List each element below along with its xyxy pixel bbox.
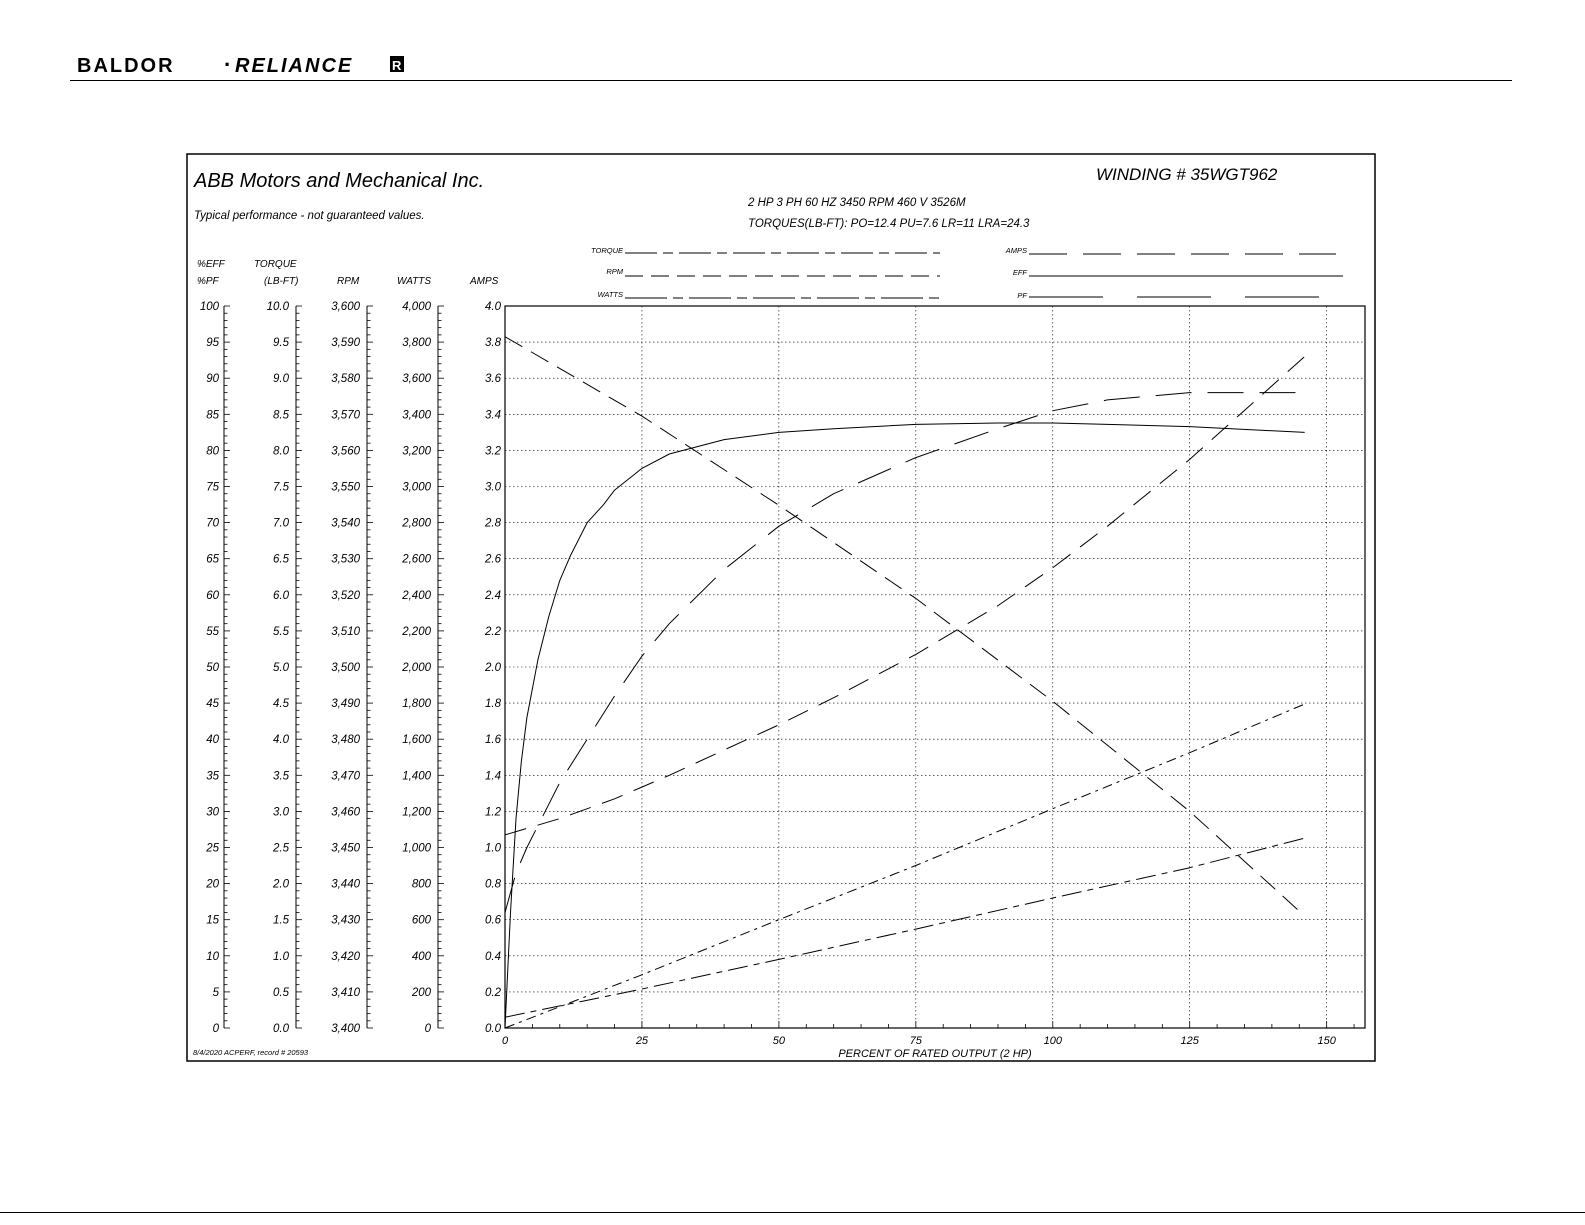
axis-tick-label: 1.6	[485, 734, 501, 747]
axis-tick-label: 2.5	[273, 842, 289, 855]
axis-tick-label: 40	[206, 734, 219, 747]
disclaimer-text: Typical performance - not guaranteed values.	[194, 210, 425, 222]
axis-tick-label: 1.4	[485, 770, 501, 783]
legend	[591, 246, 1343, 300]
axis-tick-label: 3,510	[331, 625, 360, 638]
axis-tick-label: 5	[212, 986, 219, 999]
axis-tick-label: 5.5	[273, 625, 289, 638]
axis-tick-label: 35	[206, 770, 219, 783]
axis-tick-label: 8.5	[273, 409, 289, 422]
axis-tick-label: 200	[411, 986, 431, 999]
axis-tick-label: 1.5	[273, 914, 289, 927]
axis-titles	[197, 259, 499, 287]
x-tick-label: 125	[1180, 1035, 1199, 1047]
axis-tick-label: 3.0	[273, 806, 289, 819]
axis-tick-label: 3,800	[402, 337, 431, 350]
axis-tick-label: 1,800	[402, 698, 431, 711]
axis-tick-label: 3,430	[331, 914, 360, 927]
axis-tick-label: 3,480	[331, 734, 360, 747]
axis-tick-label: 2.2	[485, 625, 501, 638]
axis-tick-label: 80	[206, 445, 219, 458]
series-line-watts	[505, 704, 1305, 1028]
axis-title: %EFF	[197, 259, 225, 270]
axis-tick-label: 4.5	[273, 698, 289, 711]
legend-eff-label: EFF	[1012, 268, 1027, 277]
left-axes	[200, 301, 502, 1035]
legend-rpm-label: RPM	[606, 267, 623, 276]
axis-tick-label: 0.0	[273, 1023, 289, 1035]
axis-tick-label: 1.0	[273, 950, 289, 963]
axis-tick-label: 0.0	[485, 1023, 501, 1035]
axis-tick-label: 3,440	[331, 878, 360, 891]
axis-tick-label: 2.8	[485, 517, 501, 530]
axis-tick-label: 15	[206, 914, 219, 927]
brand-logo-baldor: BALDOR	[77, 55, 175, 77]
axis-title: WATTS	[397, 276, 432, 287]
axis-tick-label: 2.6	[485, 553, 501, 566]
series-line-pf	[505, 393, 1305, 913]
axis-tick-label: 4,000	[402, 301, 431, 313]
axis-tick-label: 3,570	[331, 409, 360, 422]
axis-tick-label: 0.8	[485, 878, 501, 891]
axis-tick-label: 10	[206, 950, 219, 963]
axis-tick-label: 3,450	[331, 842, 360, 855]
axis-tick-label: 1,600	[402, 734, 431, 747]
axis-tick-label: 3,520	[331, 589, 360, 602]
axis-tick-label: 0.5	[273, 986, 289, 999]
axis-title: %PF	[197, 276, 219, 287]
axis-tick-label: 1.8	[485, 698, 501, 711]
axis-tick-label: 70	[206, 517, 219, 530]
series-line-eff	[505, 423, 1305, 1028]
axis-tick-label: 2,600	[402, 553, 431, 566]
axis-tick-label: 2.4	[485, 589, 501, 602]
axis-tick-label: 25	[206, 842, 219, 855]
axis-tick-label: 65	[206, 553, 219, 566]
axis-tick-label: 3.5	[273, 770, 289, 783]
axis-tick-label: 100	[199, 301, 219, 313]
axis-tick-label: 3,400	[402, 409, 431, 422]
series-line-rpm	[505, 337, 1305, 916]
axis-tick-label: 3,420	[331, 950, 360, 963]
axis-tick-label: 800	[411, 878, 431, 891]
axis-tick-label: 2,200	[402, 625, 431, 638]
axis-tick-label: 90	[206, 373, 219, 386]
axis-tick-label: 10.0	[266, 301, 289, 313]
axis-tick-label: 3,200	[402, 445, 431, 458]
x-tick-label: 150	[1317, 1035, 1336, 1047]
x-tick-label: 100	[1043, 1035, 1062, 1047]
axis-tick-label: 1,200	[402, 806, 431, 819]
axis-tick-label: 50	[206, 662, 219, 674]
axis-tick-label: 2,400	[402, 589, 431, 602]
x-tick-label: 50	[772, 1035, 786, 1047]
axis-tick-label: 3,590	[331, 337, 360, 350]
axis-tick-label: 3,500	[331, 662, 360, 674]
axis-tick-label: 95	[206, 337, 219, 350]
axis-tick-label: 3,410	[331, 986, 360, 999]
axis-tick-label: 0.4	[485, 950, 501, 963]
legend-torque-label: TORQUE	[591, 246, 623, 255]
axis-tick-label: 3,490	[331, 698, 360, 711]
axis-tick-label: 400	[411, 950, 431, 963]
axis-tick-label: 3.8	[485, 337, 501, 350]
record-footer: 8/4/2020 ACPERF, record # 20593	[193, 1048, 309, 1057]
axis-tick-label: 1.0	[485, 842, 501, 855]
axis-tick-label: 600	[411, 914, 431, 927]
axis-title: (LB-FT)	[264, 276, 299, 287]
x-axis-title: PERCENT OF RATED OUTPUT (2 HP)	[838, 1048, 1032, 1060]
x-tick-label: 0	[501, 1035, 509, 1047]
axis-tick-label: 20	[206, 878, 219, 891]
x-tick-label: 25	[635, 1035, 649, 1047]
axis-title: TORQUE	[254, 259, 297, 270]
brand-logo-dot: ·	[224, 52, 232, 77]
axis-tick-label: 3,460	[331, 806, 360, 819]
axis-tick-label: 3,550	[331, 481, 360, 494]
x-tick-label: 75	[909, 1035, 922, 1047]
axis-tick-label: 6.0	[273, 589, 289, 602]
axis-tick-label: 2,800	[402, 517, 431, 530]
axis-tick-label: 55	[206, 625, 219, 638]
series-line-amps	[505, 357, 1305, 835]
company-name: ABB Motors and Mechanical Inc.	[194, 170, 485, 192]
axis-tick-label: 30	[206, 806, 219, 819]
axis-tick-label: 3.2	[485, 445, 501, 458]
axis-tick-label: 8.0	[273, 445, 289, 458]
axis-tick-label: 1.2	[485, 806, 501, 819]
spec-line-2: TORQUES(LB-FT): PO=12.4 PU=7.6 LR=11 LRA=24.3	[748, 218, 1030, 230]
axis-tick-label: 0.6	[485, 914, 501, 927]
axis-tick-label: 3.6	[485, 373, 501, 386]
axis-tick-label: 1,400	[402, 770, 431, 783]
brand-logo-reliance: RELIANCE	[235, 55, 354, 77]
axis-tick-label: 5.0	[273, 662, 289, 674]
axis-title: AMPS	[470, 276, 499, 287]
axis-tick-label: 6.5	[273, 553, 289, 566]
axis-tick-label: 3.0	[485, 481, 501, 494]
axis-tick-label: 3,600	[331, 301, 360, 313]
chart-frame	[187, 154, 1375, 1061]
brand-logo-mark: R	[392, 58, 402, 73]
series-line-torque	[505, 838, 1305, 1017]
axis-tick-label: 9.0	[273, 373, 289, 386]
axis-tick-label: 85	[206, 409, 219, 422]
legend-pf-label: PF	[1017, 291, 1027, 300]
axis-tick-label: 4.0	[485, 301, 501, 313]
axis-tick-label: 3,580	[331, 373, 360, 386]
axis-tick-label: 3,000	[402, 481, 431, 494]
axis-tick-label: 60	[206, 589, 219, 602]
axis-tick-label: 2,000	[402, 662, 431, 674]
axis-tick-label: 3,530	[331, 553, 360, 566]
legend-watts-label: WATTS	[597, 290, 623, 299]
axis-tick-label: 3.4	[485, 409, 501, 422]
x-axis	[502, 1021, 1354, 1047]
axis-tick-label: 0	[212, 1023, 219, 1035]
axis-tick-label: 2.0	[273, 878, 289, 891]
axis-tick-label: 2.0	[485, 662, 501, 674]
axis-tick-label: 7.5	[273, 481, 289, 494]
axis-tick-label: 4.0	[273, 734, 289, 747]
axis-tick-label: 75	[206, 481, 219, 494]
axis-tick-label: 3,400	[331, 1023, 360, 1035]
axis-tick-label: 45	[206, 698, 219, 711]
spec-line-1: 2 HP 3 PH 60 HZ 3450 RPM 460 V 3526M	[748, 197, 966, 209]
axis-tick-label: 0.2	[485, 986, 501, 999]
axis-title: RPM	[337, 276, 360, 287]
axis-tick-label: 7.0	[273, 517, 289, 530]
axis-tick-label: 9.5	[273, 337, 289, 350]
axis-tick-label: 3,560	[331, 445, 360, 458]
axis-tick-label: 3,540	[331, 517, 360, 530]
axis-tick-label: 1,000	[402, 842, 431, 855]
legend-amps-label: AMPS	[1005, 246, 1027, 255]
axis-tick-label: 3,600	[402, 373, 431, 386]
axis-tick-label: 3,470	[331, 770, 360, 783]
winding-number: WINDING # 35WGT962	[1096, 165, 1278, 184]
axis-tick-label: 0	[424, 1023, 431, 1035]
series-layer	[505, 337, 1305, 1028]
